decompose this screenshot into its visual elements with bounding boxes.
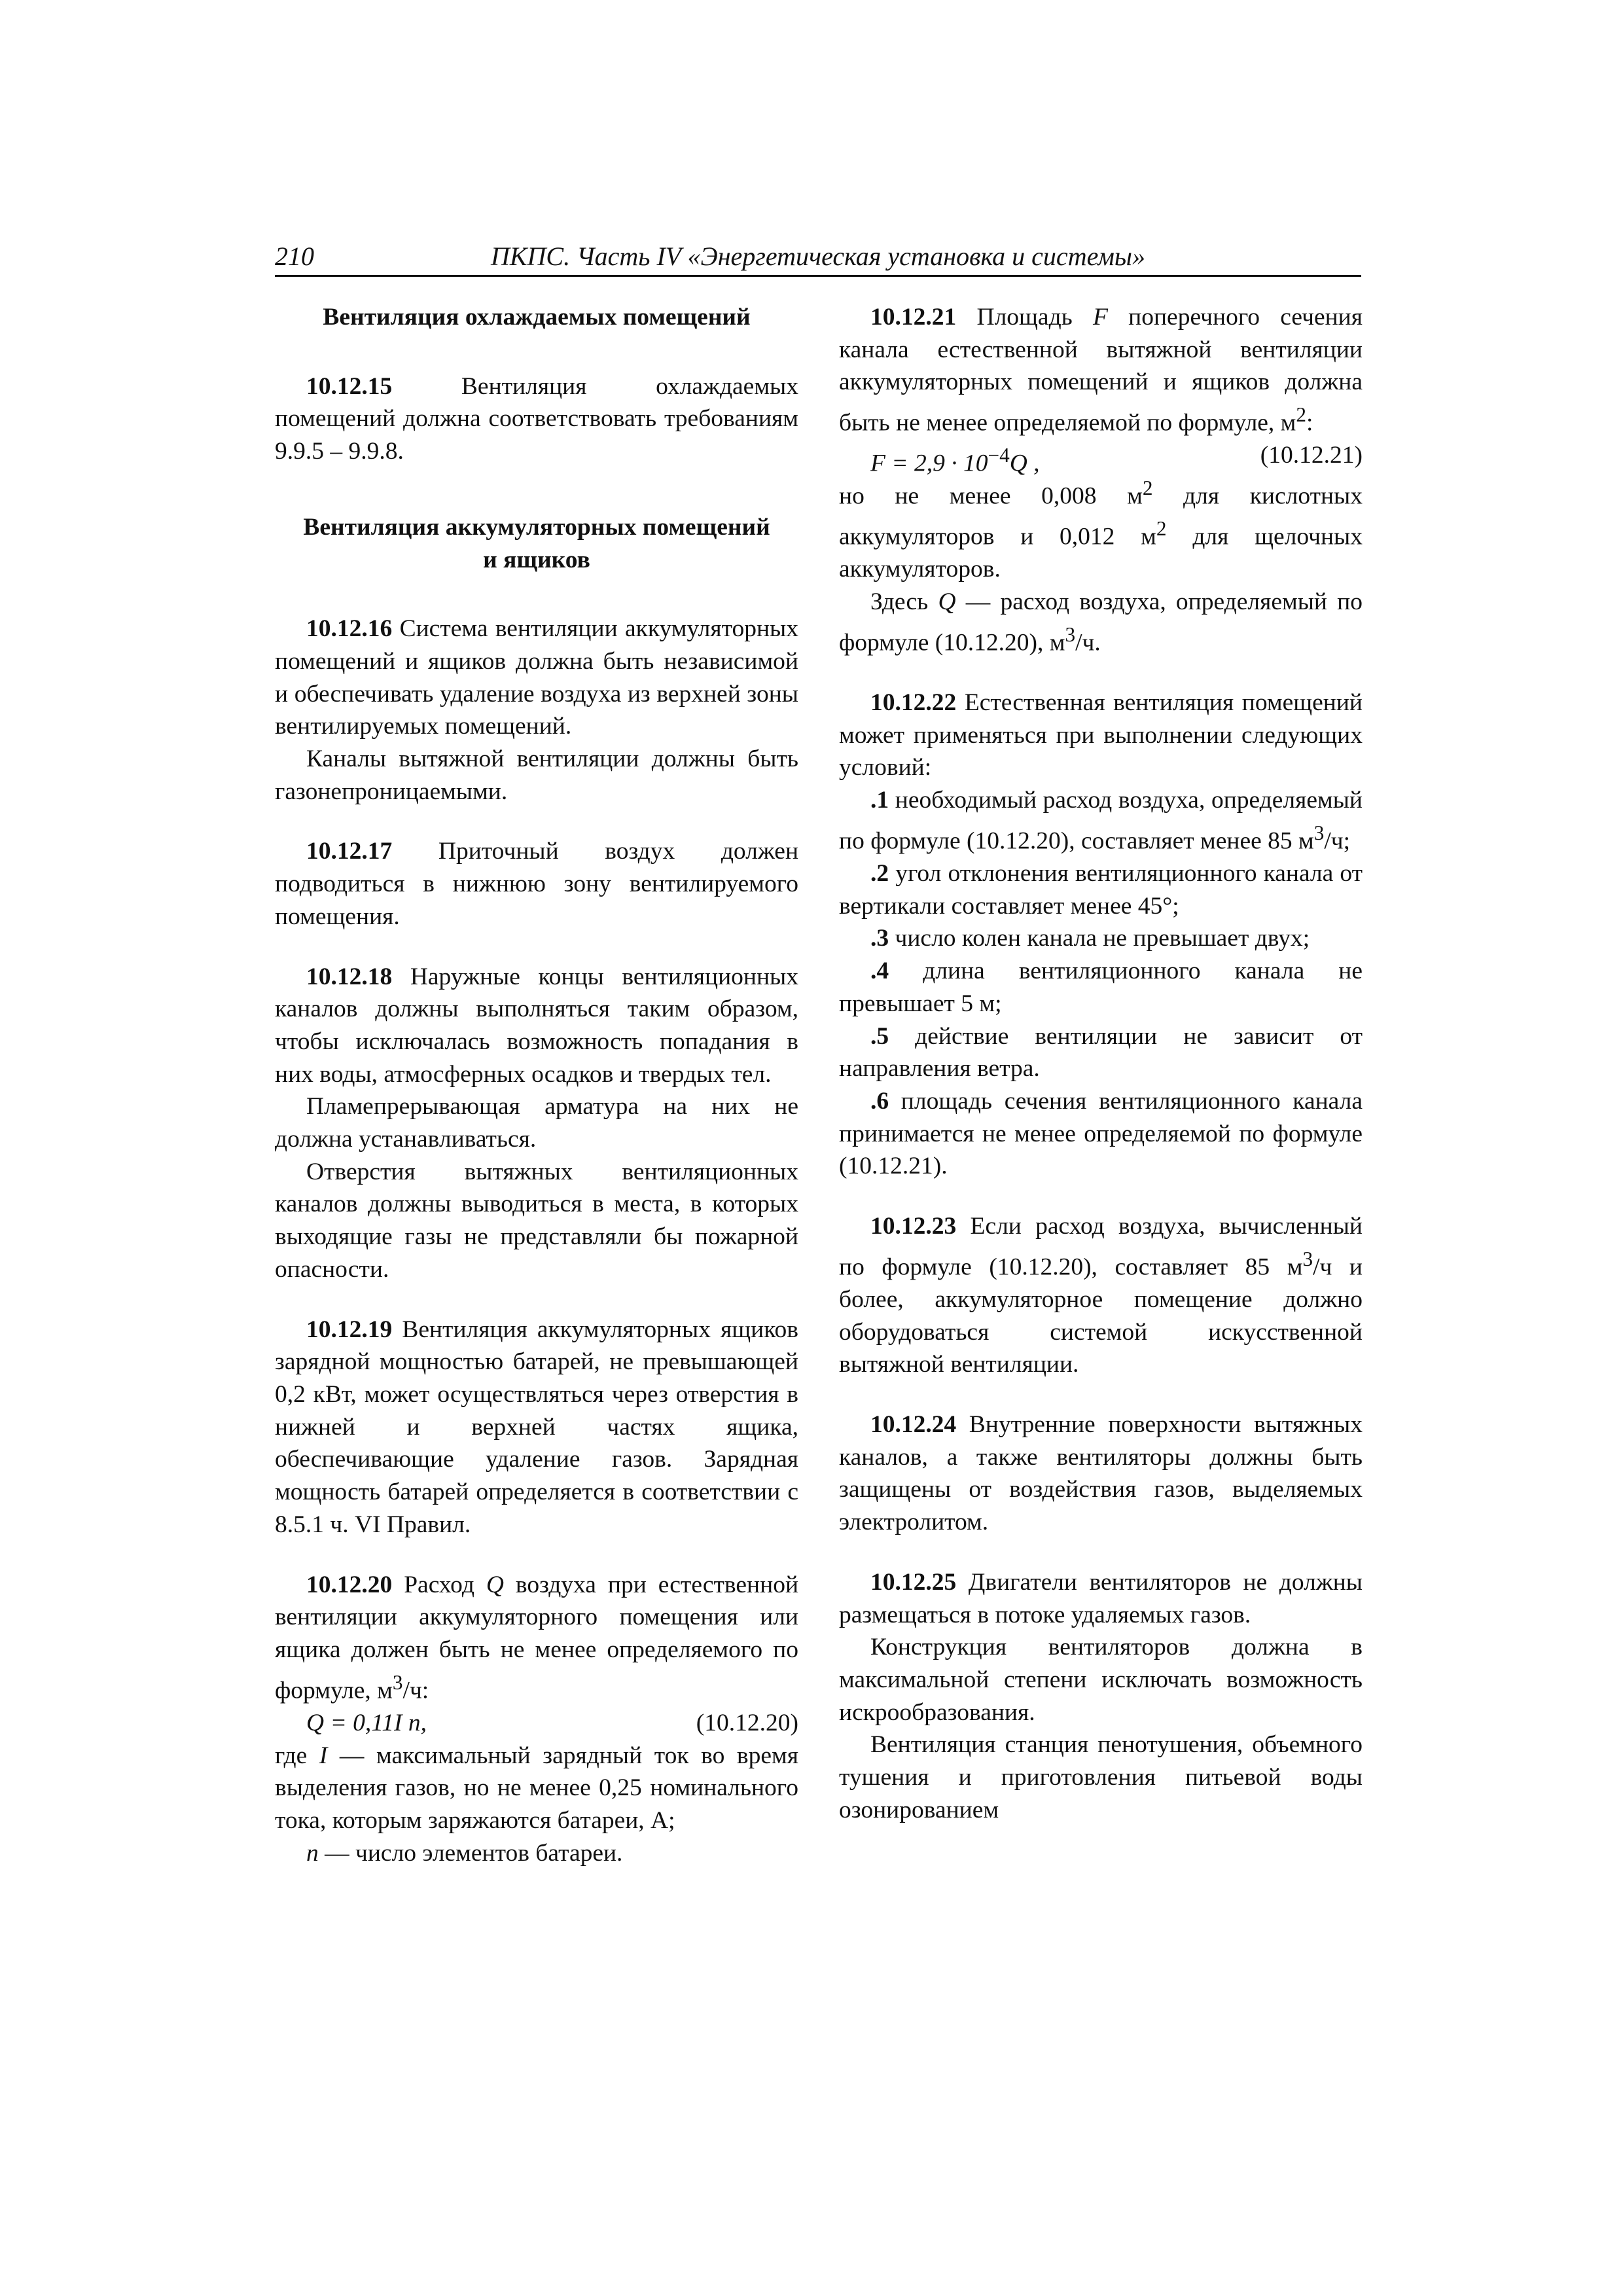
formula-expression: $F = 2,9 \cdot 10^{-4}Q$ , [870,444,1040,477]
paragraph-10-12-18: 10.12.18 Наружные концы вентиляционных каналов должны выполняться таким образом, чтобы исключалась возможность попадания в них воды, атмосферных осадков и твердых тел. [275,963,799,1088]
formula-reference: (10.12.20) [696,1709,798,1736]
clause-number: 10.12.19 [306,1316,393,1343]
definition-i: где I — максимальный зарядный ток во время выделения газов, но не менее 0,25 номинального тока, которым заряжаются батареи, А; [275,1742,798,1834]
paragraph-10-12-24: 10.12.24 Внутренние поверхности вытяжных каналов, а также вентиляторы должны быть защищены от воздействия газов, выделяемых электролитом. [839,1411,1363,1536]
paragraph-10-12-18-c: Отверстия вытяжных вентиляционных каналов должны выводиться в места, в которых выходящие газы не представляли бы пожарной опасности. [275,1158,798,1283]
paragraph-10-12-22: 10.12.22 Естественная вентиляция помещений может применяться при выполнении следующих условий: [839,689,1363,781]
condition-2: .2 угол отклонения вентиляционного канала от вертикали составляет менее 45°; [839,860,1363,920]
condition-3: .3 число колен канала не превышает двух; [870,925,1310,952]
definition-n: n — число элементов батареи. [306,1839,623,1867]
clause-number: 10.12.23 [870,1213,957,1240]
paragraph-10-12-17: 10.12.17 Приточный воздух должен подводиться в нижнюю зону вентилируемого помещения. [275,838,799,930]
formula-10-12-20 [275,1707,798,1740]
clause-number: 10.12.18 [306,963,393,990]
paragraph-10-12-19: 10.12.19 Вентиляция аккумуляторных ящиков зарядной мощностью батарей, не превышающей 0,2 кВт, может осуществляться через отверстия в нижней и верхней частях ящика, обеспечивающие удаление газов. Зарядная мощность батарей определяется в соответствии с 8.5.1 ч. VI Правил. [275,1316,798,1538]
paragraph-10-12-25: 10.12.25 Двигатели вентиляторов не должны размещаться в потоке удаляемых газов. [839,1568,1363,1628]
condition-5: .5 действие вентиляции не зависит от направления ветра. [839,1022,1363,1083]
paragraph-10-12-21-c: Здесь Q — расход воздуха, определяемый по формуле (10.12.20), $м^3/ч$. [839,588,1363,656]
paragraph-10-12-25-c: Вентиляция станция пенотушения, объемного тушения и приготовления питьевой воды озонированием [839,1731,1363,1823]
paragraph-10-12-15: 10.12.15 Вентиляция охлаждаемых помещений должна соответствовать требованиям 9.9.5 – 9.9.8. [275,372,798,465]
formula-10-12-21 [839,439,1363,477]
paragraph-10-12-16-b: Каналы вытяжной вентиляции должны быть газонепроницаемыми. [275,745,798,805]
running-title: ПКПС. Часть IV «Энергетическая установка и системы» [491,242,1145,271]
condition-1: .1 необходимый расход воздуха, определяемый по формуле (10.12.20), составляет менее 85 $м^3/ч$; [839,787,1363,855]
paragraph-10-12-21-b: но не менее 0,008 $м^2$ для кислотных аккумуляторов и 0,012 $м^2$ для щелочных аккумуляторов. [839,476,1363,583]
clause-number: 10.12.22 [870,689,957,717]
paragraph-10-12-23: 10.12.23 Если расход воздуха, вычисленный по формуле (10.12.20), составляет 85 $м^3/ч$ и более, аккумуляторное помещение должно оборудоваться системой искусственной вытяжной вентиляции. [839,1213,1363,1378]
condition-4: .4 длина вентиляционного канала не превышает 5 м; [839,958,1363,1017]
clause-number: 10.12.17 [306,838,393,865]
page-number: 210 [275,242,314,271]
section-heading-battery: Вентиляция аккумуляторных помещений и ящиков [303,513,770,573]
clause-number: 10.12.25 [870,1568,957,1596]
section-heading-cooled: Вентиляция охлаждаемых помещений [323,304,751,331]
paragraph-10-12-18-b: Пламепрерывающая арматура на них не должна устанавливаться. [275,1093,798,1153]
clause-number: 10.12.20 [306,1571,393,1598]
clause-number: 10.12.24 [870,1411,957,1439]
clause-number: 10.12.16 [306,615,393,643]
left-column [275,301,798,1869]
running-header [275,241,1361,277]
clause-number: 10.12.21 [870,304,957,331]
formula-reference: (10.12.21) [1260,442,1363,469]
formula-expression: Q = 0,11I n, [306,1709,427,1736]
paragraph-10-12-16: 10.12.16 Система вентиляции аккумуляторных помещений и ящиков должна быть независимой и обеспечивать удаление воздуха из верхней зоны вентилируемых помещений. [275,615,798,740]
right-column [839,301,1363,1827]
paragraph-10-12-21: 10.12.21 Площадь F поперечного сечения канала естественной вытяжной вентиляции аккумуляторных помещений и ящиков должна быть не менее определяемой по формуле, $м^2$: [839,304,1363,437]
paragraph-10-12-25-b: Конструкция вентиляторов должна в максимальной степени исключать возможность искрообразования. [839,1634,1363,1726]
paragraph-10-12-20: 10.12.20 Расход Q воздуха при естественной вентиляции аккумуляторного помещения или ящика должен быть не менее определяемого по формуле, $м^3/ч$: [275,1571,799,1704]
clause-number: 10.12.15 [306,372,393,400]
condition-6: .6 площадь сечения вентиляционного канала принимается не менее определяемой по формуле (10.12.21). [839,1087,1363,1180]
